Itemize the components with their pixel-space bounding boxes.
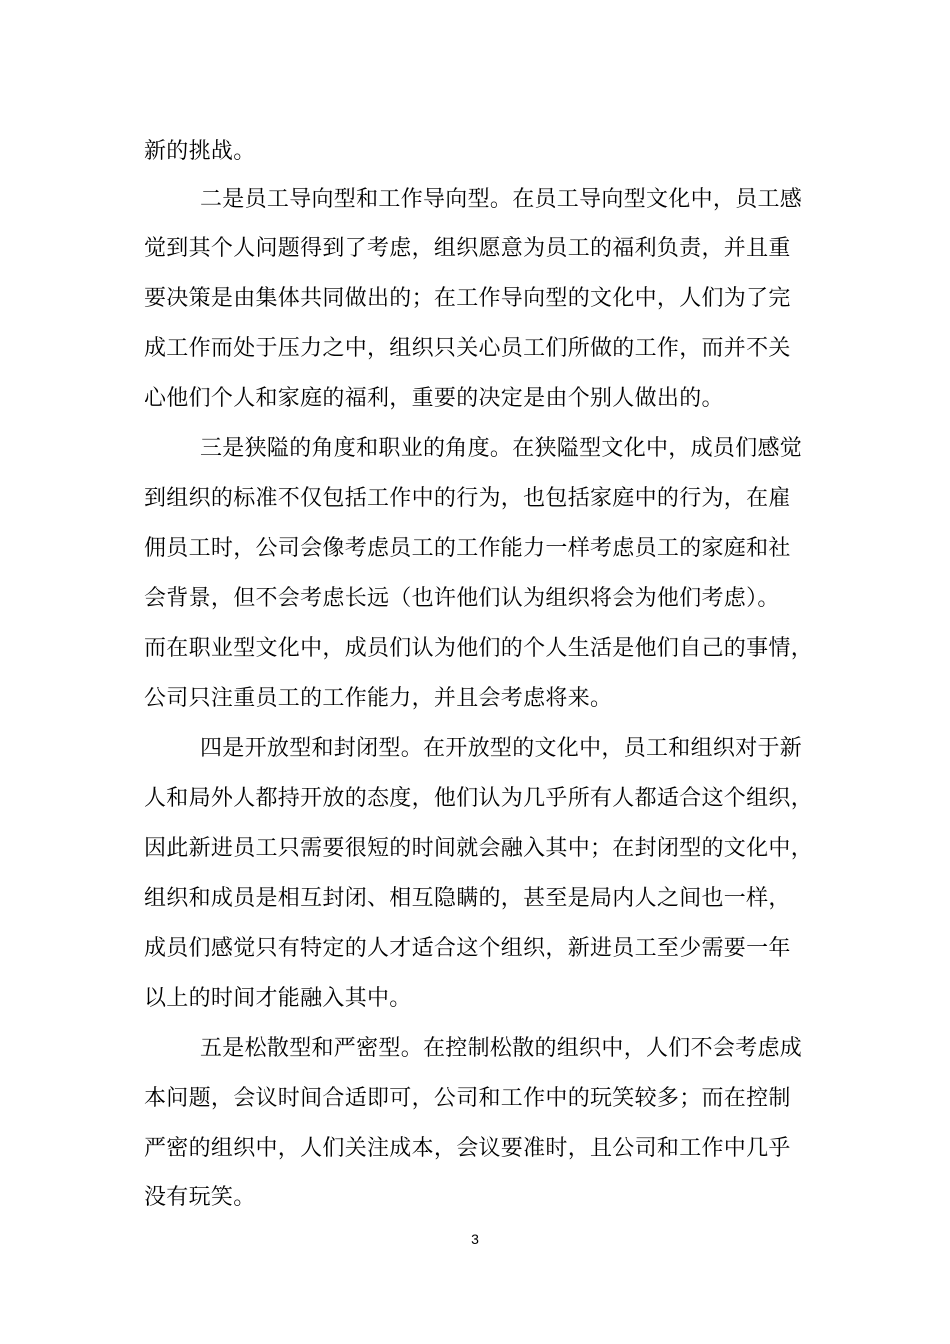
text-line: 因此新进员工只需要很短的时间就会融入其中；在封闭型的文化中，	[144, 836, 814, 861]
text-line: 新的挑战。	[144, 139, 256, 164]
text-line: 严密的组织中，人们关注成本，会议要准时，且公司和工作中几乎	[144, 1136, 791, 1161]
text-line: 以上的时间才能融入其中。	[144, 986, 412, 1011]
text-line: 觉到其个人问题得到了考虑，组织愿意为员工的福利负责，并且重	[144, 236, 791, 261]
text-line: 没有玩笑。	[144, 1185, 256, 1210]
text-line: 佣员工时，公司会像考虑员工的工作能力一样考虑员工的家庭和社	[144, 536, 791, 561]
text-line: 到组织的标准不仅包括工作中的行为，也包括家庭中的行为，在雇	[144, 486, 791, 511]
text-line: 成员们感觉只有特定的人才适合这个组织，新进员工至少需要一年	[144, 936, 791, 961]
text-line: 本问题，会议时间合适即可，公司和工作中的玩笑较多；而在控制	[144, 1086, 791, 1111]
paragraph-first-line: 二是员工导向型和工作导向型。在员工导向型文化中，员工感	[200, 187, 803, 212]
page-number: 3	[471, 1231, 479, 1247]
paragraph-first-line: 三是狭隘的角度和职业的角度。在狭隘型文化中，成员们感觉	[200, 436, 803, 461]
text-line: 人和局外人都持开放的态度，他们认为几乎所有人都适合这个组织，	[144, 786, 814, 811]
text-line: 心他们个人和家庭的福利，重要的决定是由个别人做出的。	[144, 386, 724, 411]
text-line: 而在职业型文化中，成员们认为他们的个人生活是他们自己的事情，	[144, 636, 814, 661]
text-line: 会背景，但不会考虑长远（也许他们认为组织将会为他们考虑）。	[144, 586, 780, 611]
text-line: 成工作而处于压力之中，组织只关心员工们所做的工作，而并不关	[144, 336, 791, 361]
paragraph-first-line: 四是开放型和封闭型。在开放型的文化中，员工和组织对于新	[200, 736, 803, 761]
text-line: 要决策是由集体共同做出的；在工作导向型的文化中，人们为了完	[144, 286, 791, 311]
text-line: 组织和成员是相互封闭、相互隐瞒的，甚至是局内人之间也一样，	[144, 886, 791, 911]
text-line: 公司只注重员工的工作能力，并且会考虑将来。	[144, 686, 613, 711]
paragraph-first-line: 五是松散型和严密型。在控制松散的组织中，人们不会考虑成	[200, 1036, 803, 1061]
